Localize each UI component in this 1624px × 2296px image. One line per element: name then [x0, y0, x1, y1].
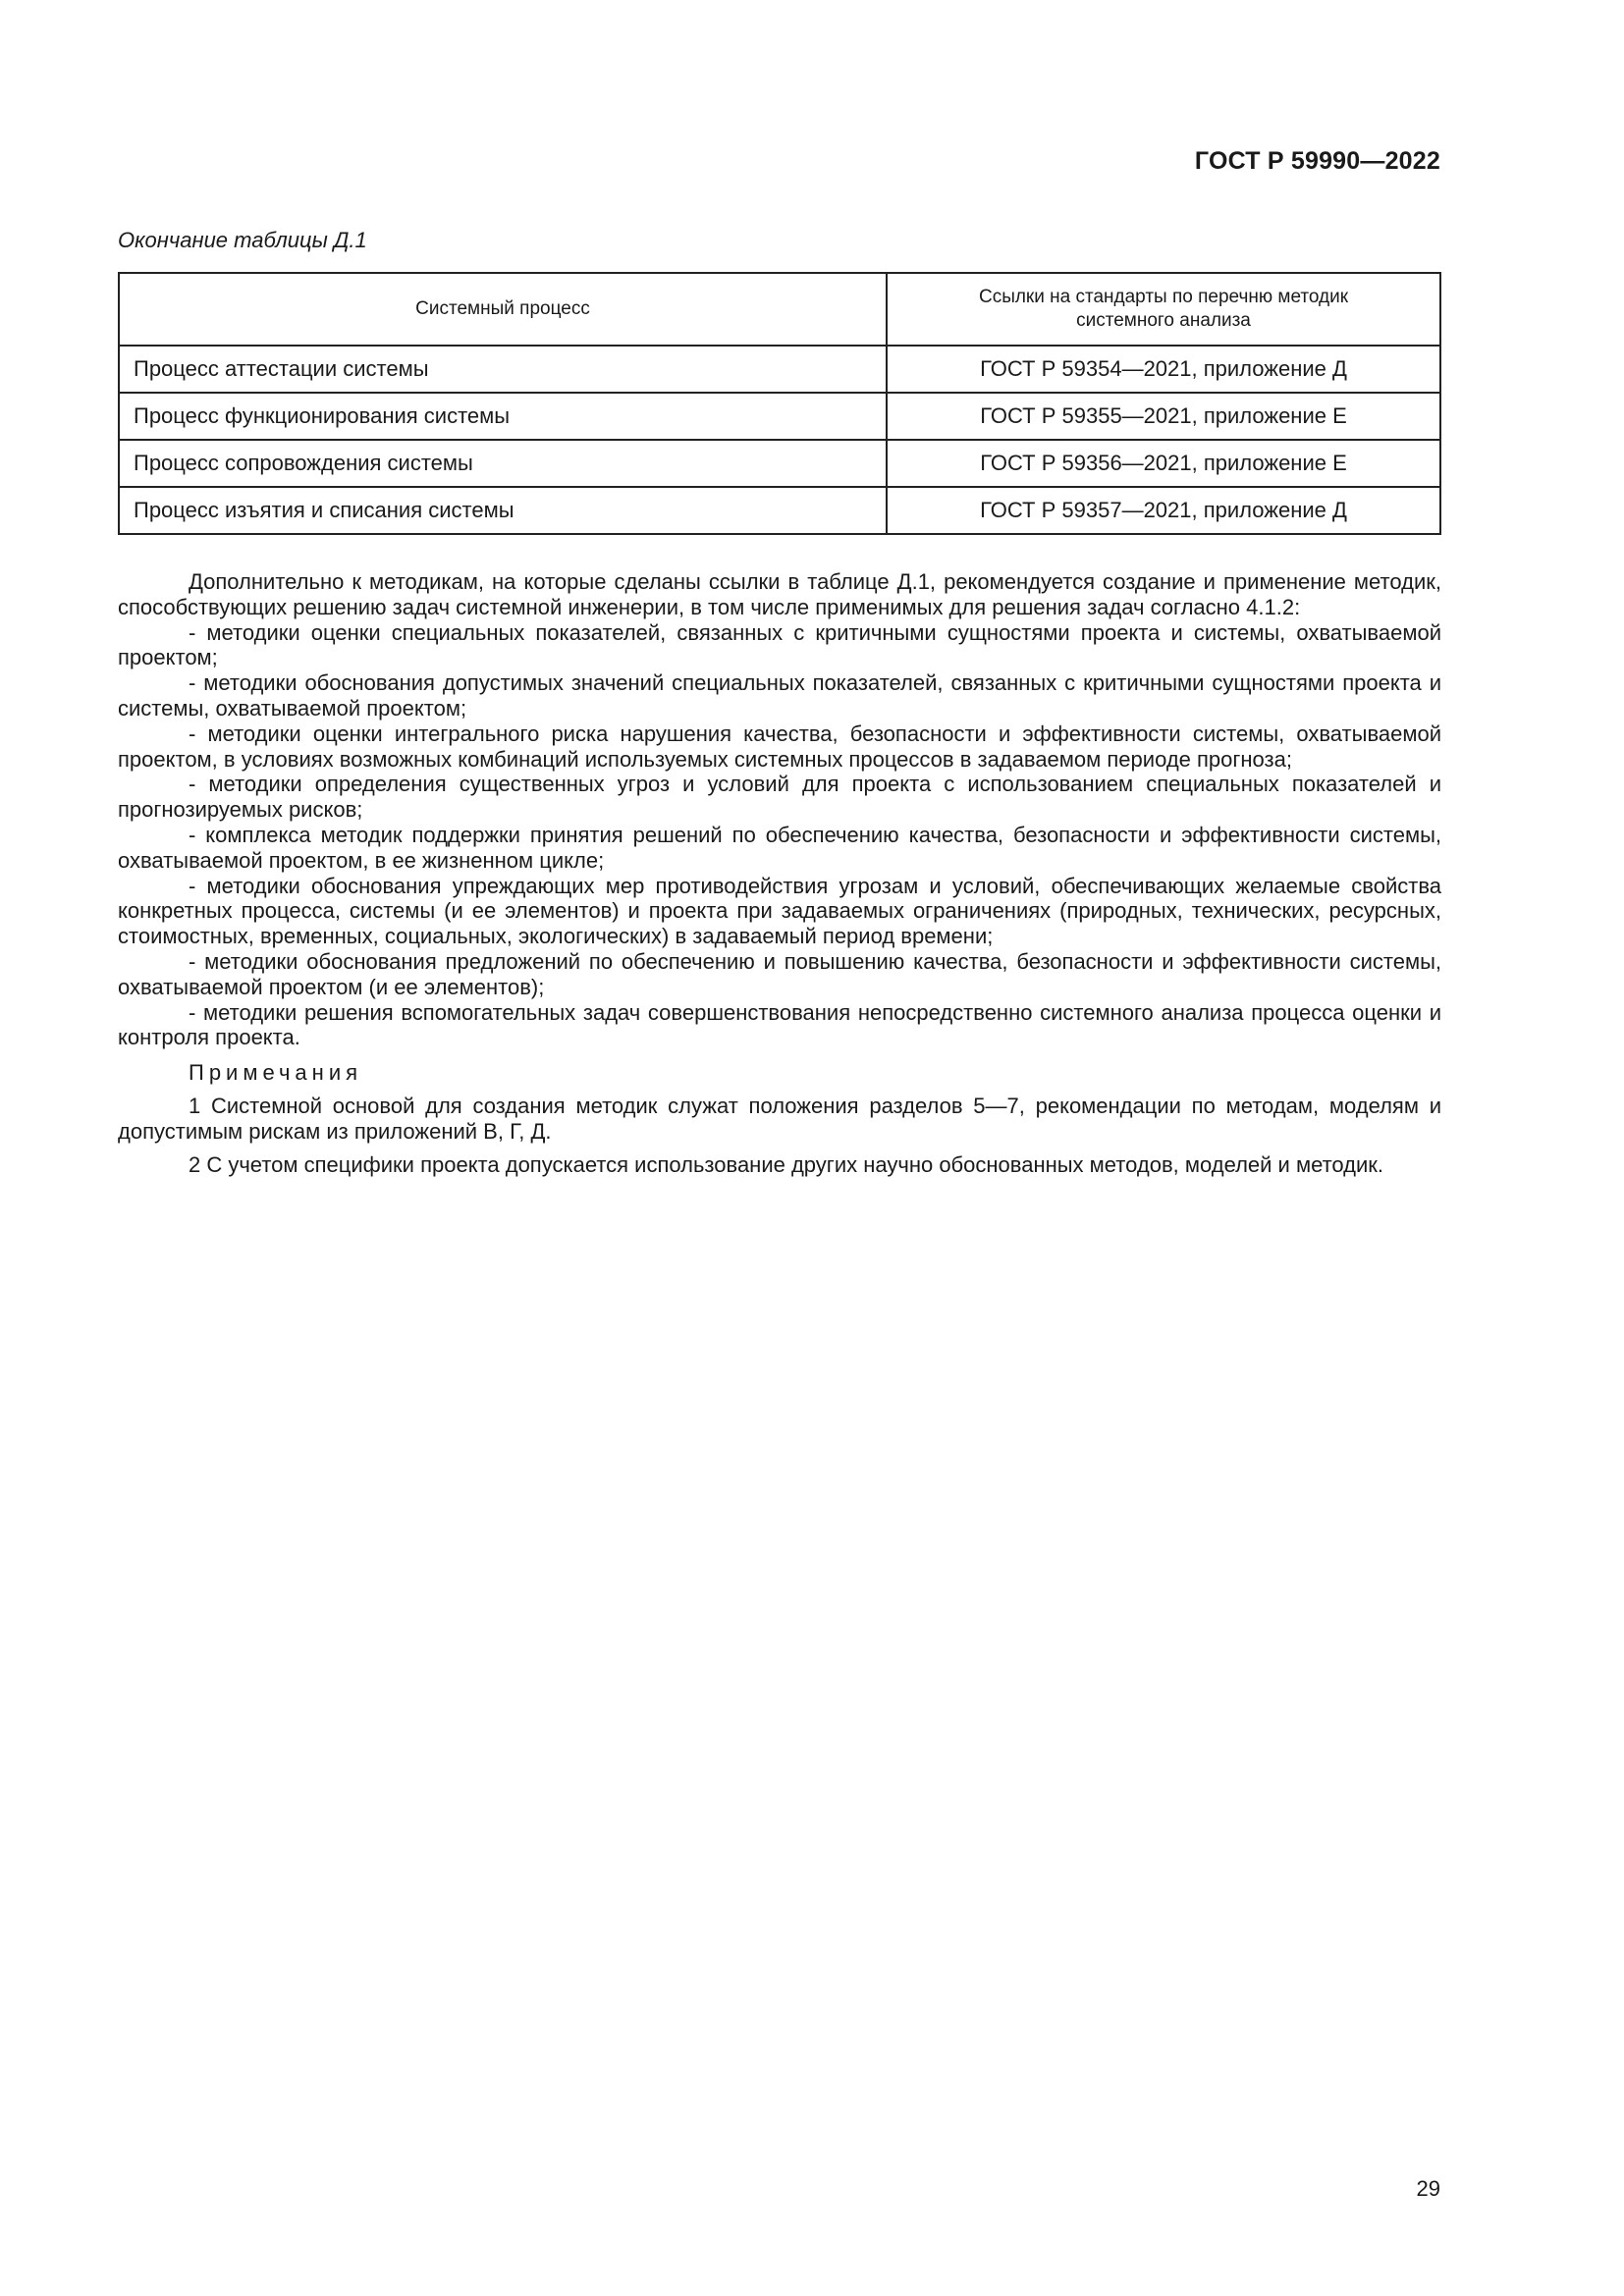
body-text: [118, 569, 1441, 1177]
reference-cell: ГОСТ Р 59356—2021, приложение Е: [887, 440, 1440, 487]
page-number: 29: [1416, 2176, 1440, 2201]
list-item: - методики обоснования упреждающих мер противодействия угрозам и условий, обеспечивающих желаемые свойства конкретных процесса, системы (и ее элементов) и проекта при задаваемых ограничениях (природных, технических, ресурсных, стоимостных, временных, социальных, экологических) в задаваемый период времени;: [118, 873, 1441, 949]
table-row: [119, 393, 1440, 440]
notes-heading: Примечания: [189, 1060, 363, 1086]
table-row: [119, 440, 1440, 487]
table-caption: Окончание таблицы Д.1: [118, 228, 367, 252]
list-item: - методики решения вспомогательных задач совершенствования непосредственно системного анализа процесса оценки и контроля проекта.: [118, 999, 1441, 1050]
intro-paragraph: Дополнительно к методикам, на которые сделаны ссылки в таблице Д.1, рекомендуется создание и применение методик, способствующих решению задач системной инженерии, в том числе применимых для решения задач согласно 4.1.2:: [118, 569, 1441, 619]
note-item: 2 С учетом специфики проекта допускается использование других научно обоснованных методов, моделей и методик.: [189, 1151, 1384, 1177]
reference-cell: ГОСТ Р 59357—2021, приложение Д: [887, 487, 1440, 534]
table-header-row: [119, 273, 1440, 346]
list-item: - методики обоснования предложений по обеспечению и повышению качества, безопасности и эффективности системы, охватываемой проектом (и ее элементов);: [118, 948, 1441, 999]
header-references: [887, 273, 1440, 346]
list-item: - методики оценки интегрального риска нарушения качества, безопасности и эффективности системы, охватываемой проектом, в условиях возможных комбинаций используемых системных процессов в задаваемом периоде прогноза;: [118, 721, 1441, 772]
reference-cell: ГОСТ Р 59355—2021, приложение Е: [887, 393, 1440, 440]
table-row: [119, 346, 1440, 393]
list-item: - методики оценки специальных показателей, связанных с критичными сущностями проекта и системы, охватываемой проектом;: [118, 619, 1441, 670]
reference-cell: ГОСТ Р 59354—2021, приложение Д: [887, 346, 1440, 393]
process-cell: Процесс сопровождения системы: [119, 440, 887, 487]
process-cell: Процесс изъятия и списания системы: [119, 487, 887, 534]
list-item: - методики обоснования допустимых значений специальных показателей, связанных с критичными сущностями проекта и системы, охватываемой проектом;: [118, 670, 1441, 721]
document-code: ГОСТ Р 59990—2022: [1194, 147, 1440, 175]
list-item: - методики определения существенных угроз и условий для проекта с использованием специальных показателей и прогнозируемых рисков;: [118, 772, 1441, 823]
list-item: - комплекса методик поддержки принятия решений по обеспечению качества, безопасности и эффективности системы, охватываемой проектом, в ее жизненном цикле;: [118, 822, 1441, 873]
header-process: Системный процесс: [119, 273, 887, 346]
process-cell: Процесс функционирования системы: [119, 393, 887, 440]
table-row: [119, 487, 1440, 534]
process-cell: Процесс аттестации системы: [119, 346, 887, 393]
note-item: 1 Системной основой для создания методик служат положения разделов 5—7, рекомендации по методам, моделям и допустимым рискам из приложений В, Г, Д.: [118, 1093, 1441, 1144]
reference-table: [118, 272, 1441, 535]
header-references-text: Ссылки на стандарты по перечню методик системного анализа: [978, 287, 1349, 331]
